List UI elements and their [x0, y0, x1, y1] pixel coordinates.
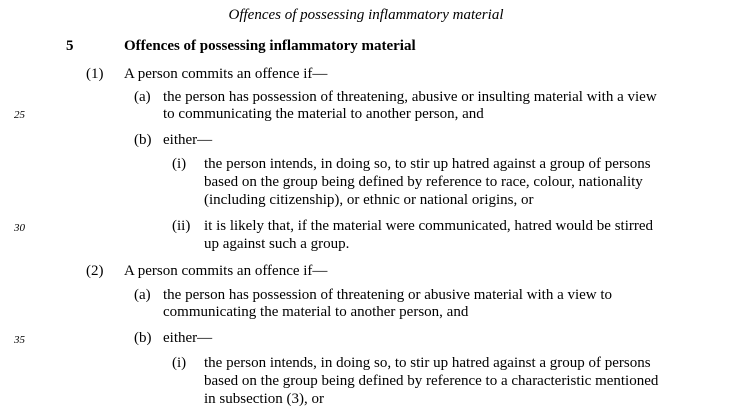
paragraph-text: the person has possession of threatening or abusive material with a view to: [163, 287, 613, 303]
paragraph-text: communicating the material to another person, and: [163, 304, 469, 320]
subparagraph-text: the person intends, in doing so, to stir up hatred against a group of persons: [204, 156, 651, 172]
subparagraph-text: based on the group being defined by reference to race, colour, nationality: [204, 174, 643, 190]
running-header: Offences of possessing inflammatory material: [228, 7, 504, 23]
section-number: 5: [66, 38, 74, 54]
paragraph-text: either—: [163, 330, 213, 346]
subparagraph-text: it is likely that, if the material were communicated, hatred would be stirred: [204, 218, 654, 234]
section-heading: Offences of possessing inflammatory material: [124, 38, 416, 54]
paragraph-label: (a): [134, 287, 151, 303]
paragraph-text: to communicating the material to another person, and: [163, 106, 484, 122]
line-number: 35: [14, 334, 25, 346]
subparagraph-label: (i): [172, 355, 187, 371]
subparagraph-text: up against such a group.: [204, 236, 350, 252]
subparagraph-label: (ii): [172, 218, 191, 234]
paragraph-text: the person has possession of threatening, abusive or insulting material with a view: [163, 89, 657, 105]
line-number: 25: [14, 109, 25, 121]
paragraph-label: (b): [134, 132, 152, 148]
paragraph-label: (b): [134, 330, 152, 346]
line-number: 30: [14, 222, 25, 234]
subparagraph-text: in subsection (3), or: [204, 391, 324, 407]
subsection-lead: A person commits an offence if—: [124, 263, 328, 279]
subparagraph-text: based on the group being defined by reference to a characteristic mentioned: [204, 373, 659, 389]
subparagraph-text: (including citizenship), or ethnic or national origins, or: [204, 192, 534, 208]
subsection-label: (1): [86, 66, 104, 82]
paragraph-text: either—: [163, 132, 213, 148]
subsection-label: (2): [86, 263, 104, 279]
subparagraph-text: the person intends, in doing so, to stir up hatred against a group of persons: [204, 355, 651, 371]
paragraph-label: (a): [134, 89, 151, 105]
subparagraph-label: (i): [172, 156, 187, 172]
subsection-lead: A person commits an offence if—: [124, 66, 328, 82]
